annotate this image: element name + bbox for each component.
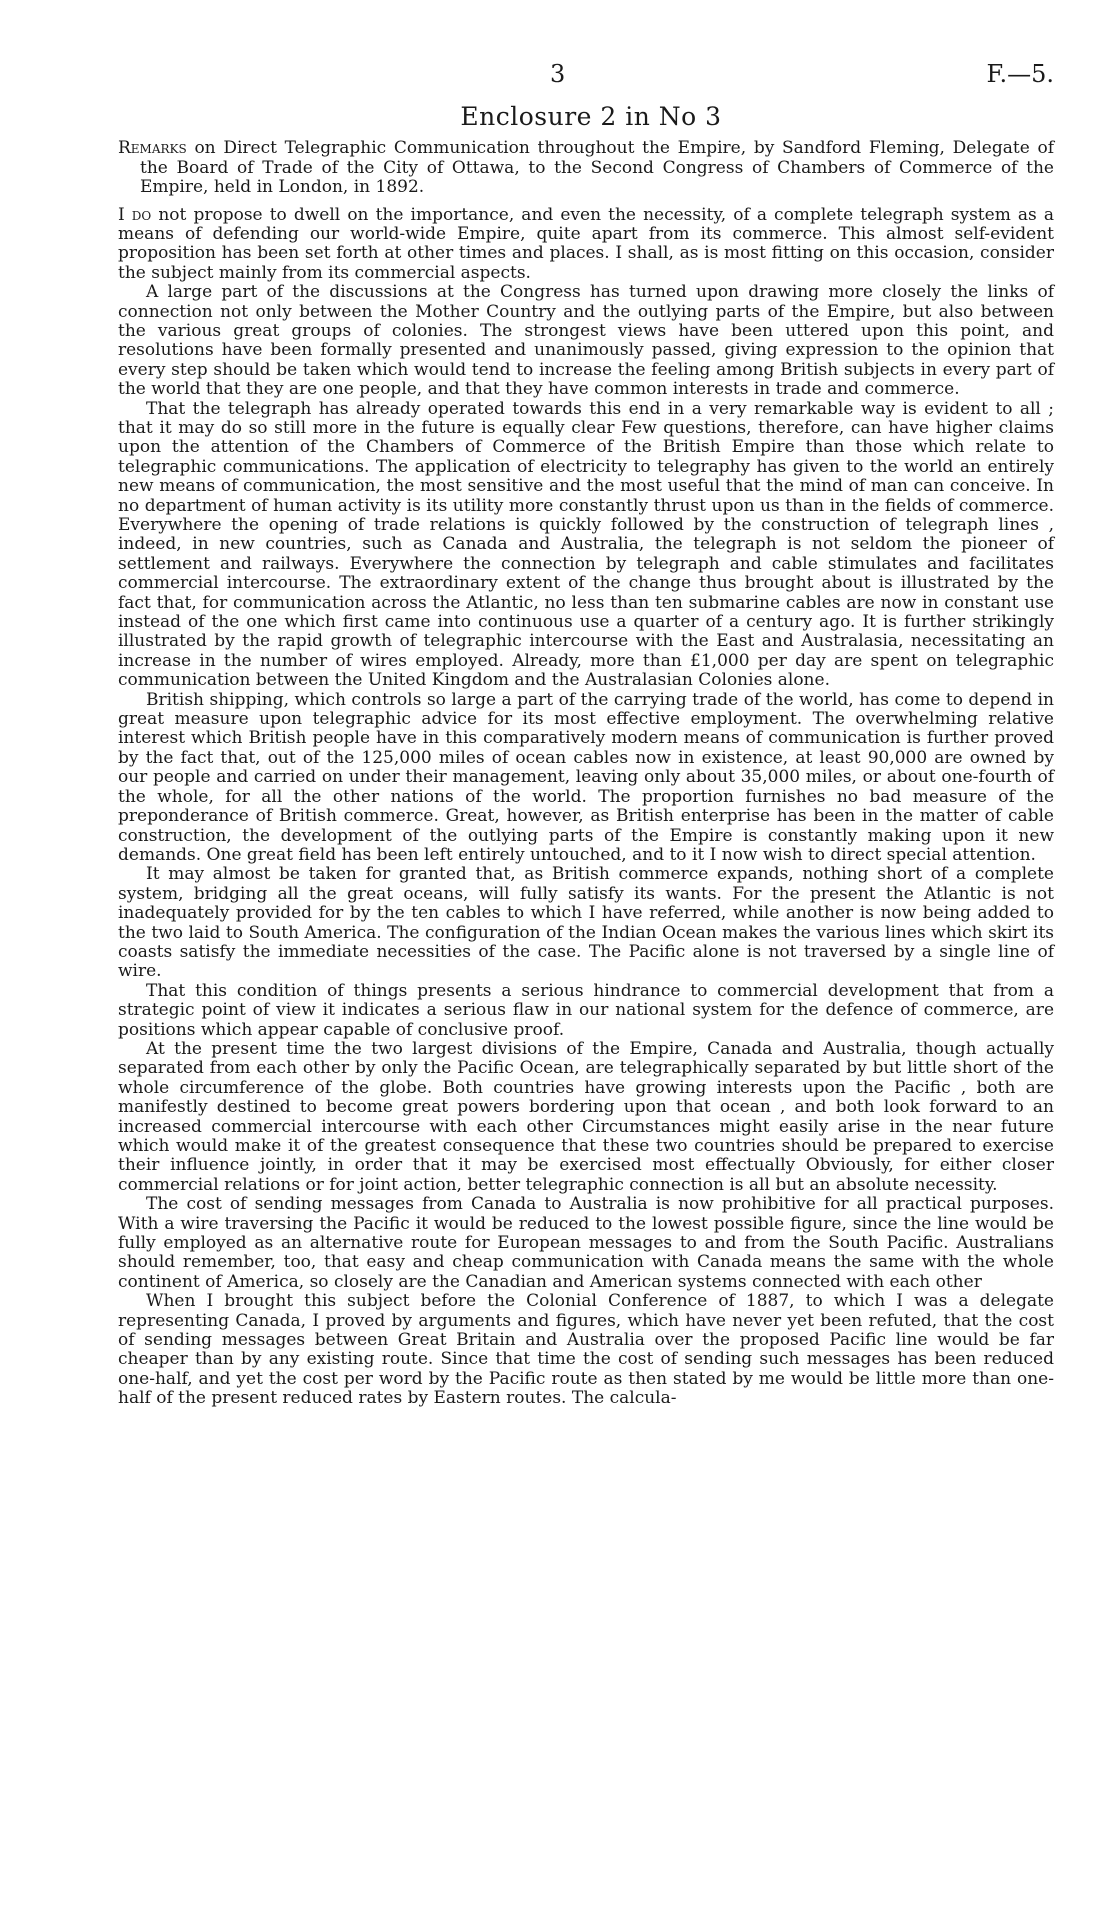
paragraph: When I brought this subject before the Colonial Conference of 1887, to which I was a delegate representing Canada, I proved by arguments and figures, which have never yet been refuted, that the cost of sending messages between Great Britain and Australia over the proposed Pacific line would be far cheaper than by any existing route. Since that time the cost of sending such messages has been reduced one-half, and yet the cost per word by the Pacific route as then stated by me would be little more than one-half of the present reduced rates by Eastern routes. The calcula- [118,1291,1054,1409]
page-number: 3 [550,60,566,88]
paragraph: That the telegraph has already operated towards this end in a very remarkable way is evident to all ; that it may do so still more in the future is equally clear Few questions, therefore, can have higher claims upon the attention of the Chambers of Commerce of the British Empire than those which relate to telegraphic communications. The application of electricity to telegraphy has given to the world an entirely new means of communication, the most sensitive and the most useful that the mind of man can conceive. In no department of human activity is its utility more constantly thrust upon us than in the fields of commerce. Everywhere the opening of trade relations is quickly followed by the construction of telegraph lines , indeed, in new countries, such as Canada and Australia, the telegraph is not seldom the pioneer of settlement and railways. Everywhere the connection by telegraph and cable stimulates and facilitates commercial intercourse. The extraordinary extent of the change thus brought about is illustrated by the fact that, for communication across the Atlantic, no less than ten submarine cables are now in constant use instead of the one which first came into continuous use a quarter of a century ago. It is further strikingly illustrated by the rapid growth of telegraphic intercourse with the East and Australasia, necessitating an increase in the number of wires employed. Already, more than £1,000 per day are spent on telegraphic communication between the United Kingdom and the Australasian Colonies alone. [118,398,1054,691]
paragraph-lead: I do [118,204,152,225]
body-text [118,206,1054,1409]
paragraph: At the present time the two largest divisions of the Empire, Canada and Australia, though actually separated from each other by only the Pacific Ocean, are telegraphically separated by but little short of the whole circumference of the globe. Both countries have growing interests upon the Pacific , both are manifestly destined to become great powers bordering upon that ocean , and both look forward to an increased commercial intercourse with each other Circumstances might easily arise in the near future which would make it of the greatest consequence that these two countries should be prepared to exercise their influence jointly, in order that it may be exercised most effectually Obviously, for either closer commercial relations or for joint action, better telegraphic connection is all but an absolute necessity. [118,1038,1054,1195]
paragraph-text: not propose to dwell on the importance, and even the necessity, of a complete telegraph system as a means of defending our world-wide Empire, quite apart from its commerce. This almost self-evident proposition has been set forth at other times and places. I shall, as is most fitting on this occasion, consider the subject mainly from its commercial aspects. [118,204,1054,283]
document-reference: F.—5. [986,60,1054,88]
paragraph: It may almost be taken for granted that, as British commerce expands, nothing short of a complete system, bridging all the great oceans, will fully satisfy its wants. For the present the Atlantic is not inadequately provided for by the ten cables to which I have referred, while another is now being added to the two laid to South America. The configuration of the Indian Ocean makes the various lines which skirt its coasts satisfy the immediate necessities of the case. The Pacific alone is not traversed by a single line of wire. [118,864,1054,982]
enclosure-title: Enclosure 2 in No 3 [460,102,722,131]
paragraph: A large part of the discussions at the Congress has turned upon drawing more closely the links of connection not only between the Mother Country and the outlying parts of the Empire, but also between the various great groups of colonies. The strongest views have been uttered upon this point, and resolutions have been formally presented and unanimously passed, giving expression to the opinion that every step should be taken which would tend to increase the feeling among British subjects in every part of the world that they are one people, and that they have common interests in trade and commerce. [118,282,1054,400]
page-header [118,60,1054,100]
remarks-heading [118,139,1054,198]
paragraph: British shipping, which controls so large a part of the carrying trade of the world, has come to depend in great measure upon telegraphic advice for its most effective employment. The overwhelming relative interest which British people have in this comparatively modern means of communication is further proved by the fact that, out of the 125,000 miles of ocean cables now in existence, at least 90,000 are owned by our people and carried on under their management, leaving only about 35,000 miles, or about one-fourth of the whole, for all the other nations of the world. The proportion furnishes no bad measure of the preponderance of British commerce. Great, however, as British enterprise has been in the matter of cable construction, the development of the outlying parts of the Empire is constantly making upon it new demands. One great field has been left entirely untouched, and to it I now wish to direct special attention. [118,689,1054,865]
remarks-text: on Direct Telegraphic Communication throughout the Empire, by Sandford Fleming, Delegate of the Board of Trade of the City of Ottawa, to the Second Congress of Chambers of Commerce of the Empire, held in London, in 1892. [140,138,1054,197]
remarks-lead: Remarks [118,138,187,158]
document-page [118,60,1054,1409]
paragraph [118,206,1054,284]
paragraph: The cost of sending messages from Canada to Australia is now prohibitive for all practical purposes. With a wire traversing the Pacific it would be reduced to the lowest possible figure, since the line would be fully employed as an alternative route for European messages to and from the South Pacific. Australians should remember, too, that easy and cheap communication with Canada means the same with the whole continent of America, so closely are the Canadian and American systems connected with each other [118,1194,1054,1292]
paragraph: That this condition of things presents a serious hindrance to commercial development that from a strategic point of view it indicates a serious flaw in our national system for the defence of commerce, are positions which appear capable of conclusive proof. [118,980,1054,1040]
